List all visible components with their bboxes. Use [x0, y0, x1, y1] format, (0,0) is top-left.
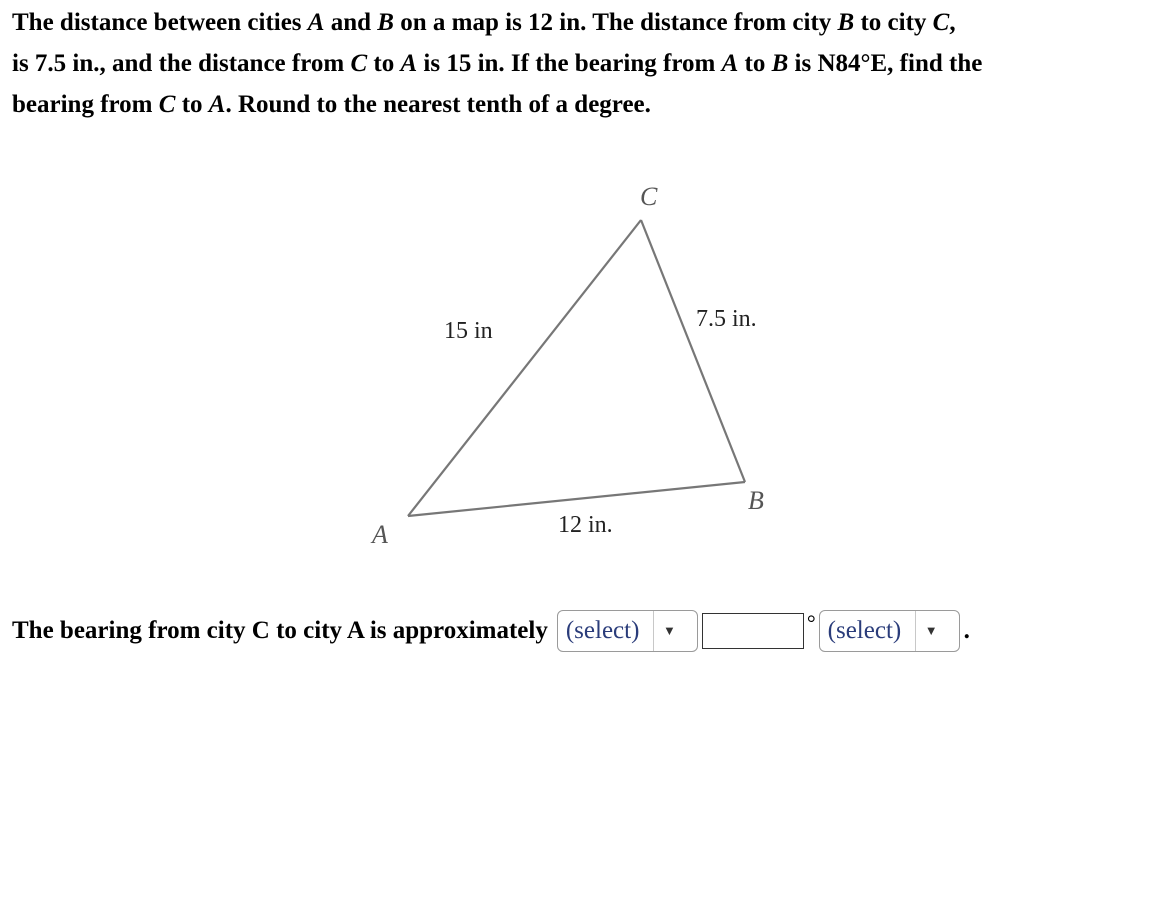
problem-line-1: The distance between cities A and B on a map is 12 in. The distance from city B to city C,	[12, 9, 956, 36]
direction-select-1-value: (select)	[565, 617, 640, 644]
bearing-angle-input[interactable]	[702, 613, 804, 649]
answer-prompt: The bearing from city C to city A is approximately	[12, 617, 548, 644]
side-ab-line	[408, 482, 745, 516]
direction-select-2-value: (select)	[827, 617, 902, 644]
problem-statement	[12, 2, 1142, 125]
side-ca-label: 15 in	[444, 318, 493, 344]
vertex-c-label: C	[640, 182, 658, 211]
side-ab-label: 12 in.	[558, 512, 613, 538]
direction-select-2[interactable]	[819, 610, 960, 652]
side-cb-line	[641, 220, 745, 482]
side-bc-label: 7.5 in.	[696, 306, 757, 332]
answer-row	[12, 608, 970, 654]
triangle-figure	[340, 178, 820, 558]
problem-line-3: bearing from C to A. Round to the nearest tenth of a degree.	[12, 91, 651, 118]
vertex-a-label: A	[372, 520, 388, 549]
chevron-down-icon: ▼	[915, 611, 946, 651]
chevron-down-icon: ▼	[653, 611, 684, 651]
sentence-period: .	[963, 617, 970, 644]
side-ca-line	[408, 220, 641, 516]
direction-select-1[interactable]	[557, 610, 698, 652]
degree-symbol: °	[806, 610, 816, 635]
problem-line-2: is 7.5 in., and the distance from C to A is 15 in. If the bearing from A to B is N84°E, find the	[12, 50, 983, 77]
vertex-b-label: B	[748, 486, 764, 515]
